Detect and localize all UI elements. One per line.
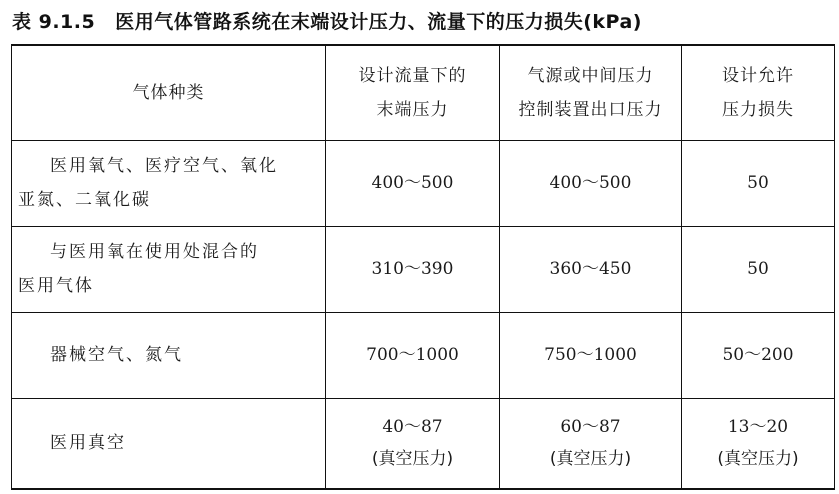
source-pressure-cell: 750～1000	[500, 312, 682, 398]
terminal-pressure-cell: 310～390	[326, 226, 500, 312]
table-number: 表 9.1.5	[12, 11, 96, 33]
source-pressure-value: 60～87	[560, 417, 621, 438]
pressure-loss-cell	[682, 398, 835, 489]
pressure-loss-value: 13～20	[727, 417, 789, 438]
header-gas-type: 气体种类	[12, 45, 326, 140]
header-pressure-loss-line1: 设计允许	[722, 65, 794, 86]
pressure-loss-cell: 50	[682, 226, 835, 312]
gas-type-cell	[12, 226, 326, 312]
header-source-pressure	[500, 45, 682, 140]
table-header-row	[12, 45, 835, 140]
header-terminal-pressure-line2: 末端压力	[376, 99, 449, 120]
header-pressure-loss-line2: 压力损失	[722, 99, 794, 120]
gas-type-line2: 亚氮、二氧化碳	[18, 190, 151, 210]
terminal-pressure-cell: 700～1000	[326, 312, 500, 398]
pressure-loss-cell: 50	[682, 140, 835, 226]
header-terminal-pressure	[326, 45, 500, 140]
gas-type-cell: 器械空气、氮气	[12, 312, 326, 398]
source-pressure-cell: 360～450	[500, 226, 682, 312]
table-title: 医用气体管路系统在末端设计压力、流量下的压力损失(kPa)	[115, 11, 642, 33]
source-pressure-cell	[500, 398, 682, 489]
header-pressure-loss	[682, 45, 835, 140]
header-source-pressure-line2: 控制装置出口压力	[518, 99, 663, 120]
gas-type-cell: 医用真空	[12, 398, 326, 489]
pressure-loss-note: (真空压力)	[717, 449, 799, 470]
source-pressure-note: (真空压力)	[549, 449, 632, 470]
pressure-loss-cell: 50～200	[682, 312, 835, 398]
header-terminal-pressure-line1: 设计流量下的	[358, 65, 467, 86]
terminal-pressure-cell: 400～500	[326, 140, 500, 226]
table-row	[12, 398, 835, 489]
table-row	[12, 140, 835, 226]
table-caption	[12, 6, 834, 38]
gas-type-line1: 与医用氧在使用处混合的	[50, 242, 259, 262]
terminal-pressure-note: (真空压力)	[371, 449, 454, 470]
pressure-loss-table	[11, 44, 835, 490]
table-row	[12, 226, 835, 312]
gas-type-line1: 医用氧气、医疗空气、氧化	[50, 156, 278, 176]
gas-type-cell	[12, 140, 326, 226]
table-row	[12, 312, 835, 398]
header-source-pressure-line1: 气源或中间压力	[527, 65, 654, 86]
source-pressure-cell: 400～500	[500, 140, 682, 226]
terminal-pressure-cell	[326, 398, 500, 489]
terminal-pressure-value: 40～87	[382, 417, 443, 438]
gas-type-line2: 医用气体	[18, 276, 94, 296]
